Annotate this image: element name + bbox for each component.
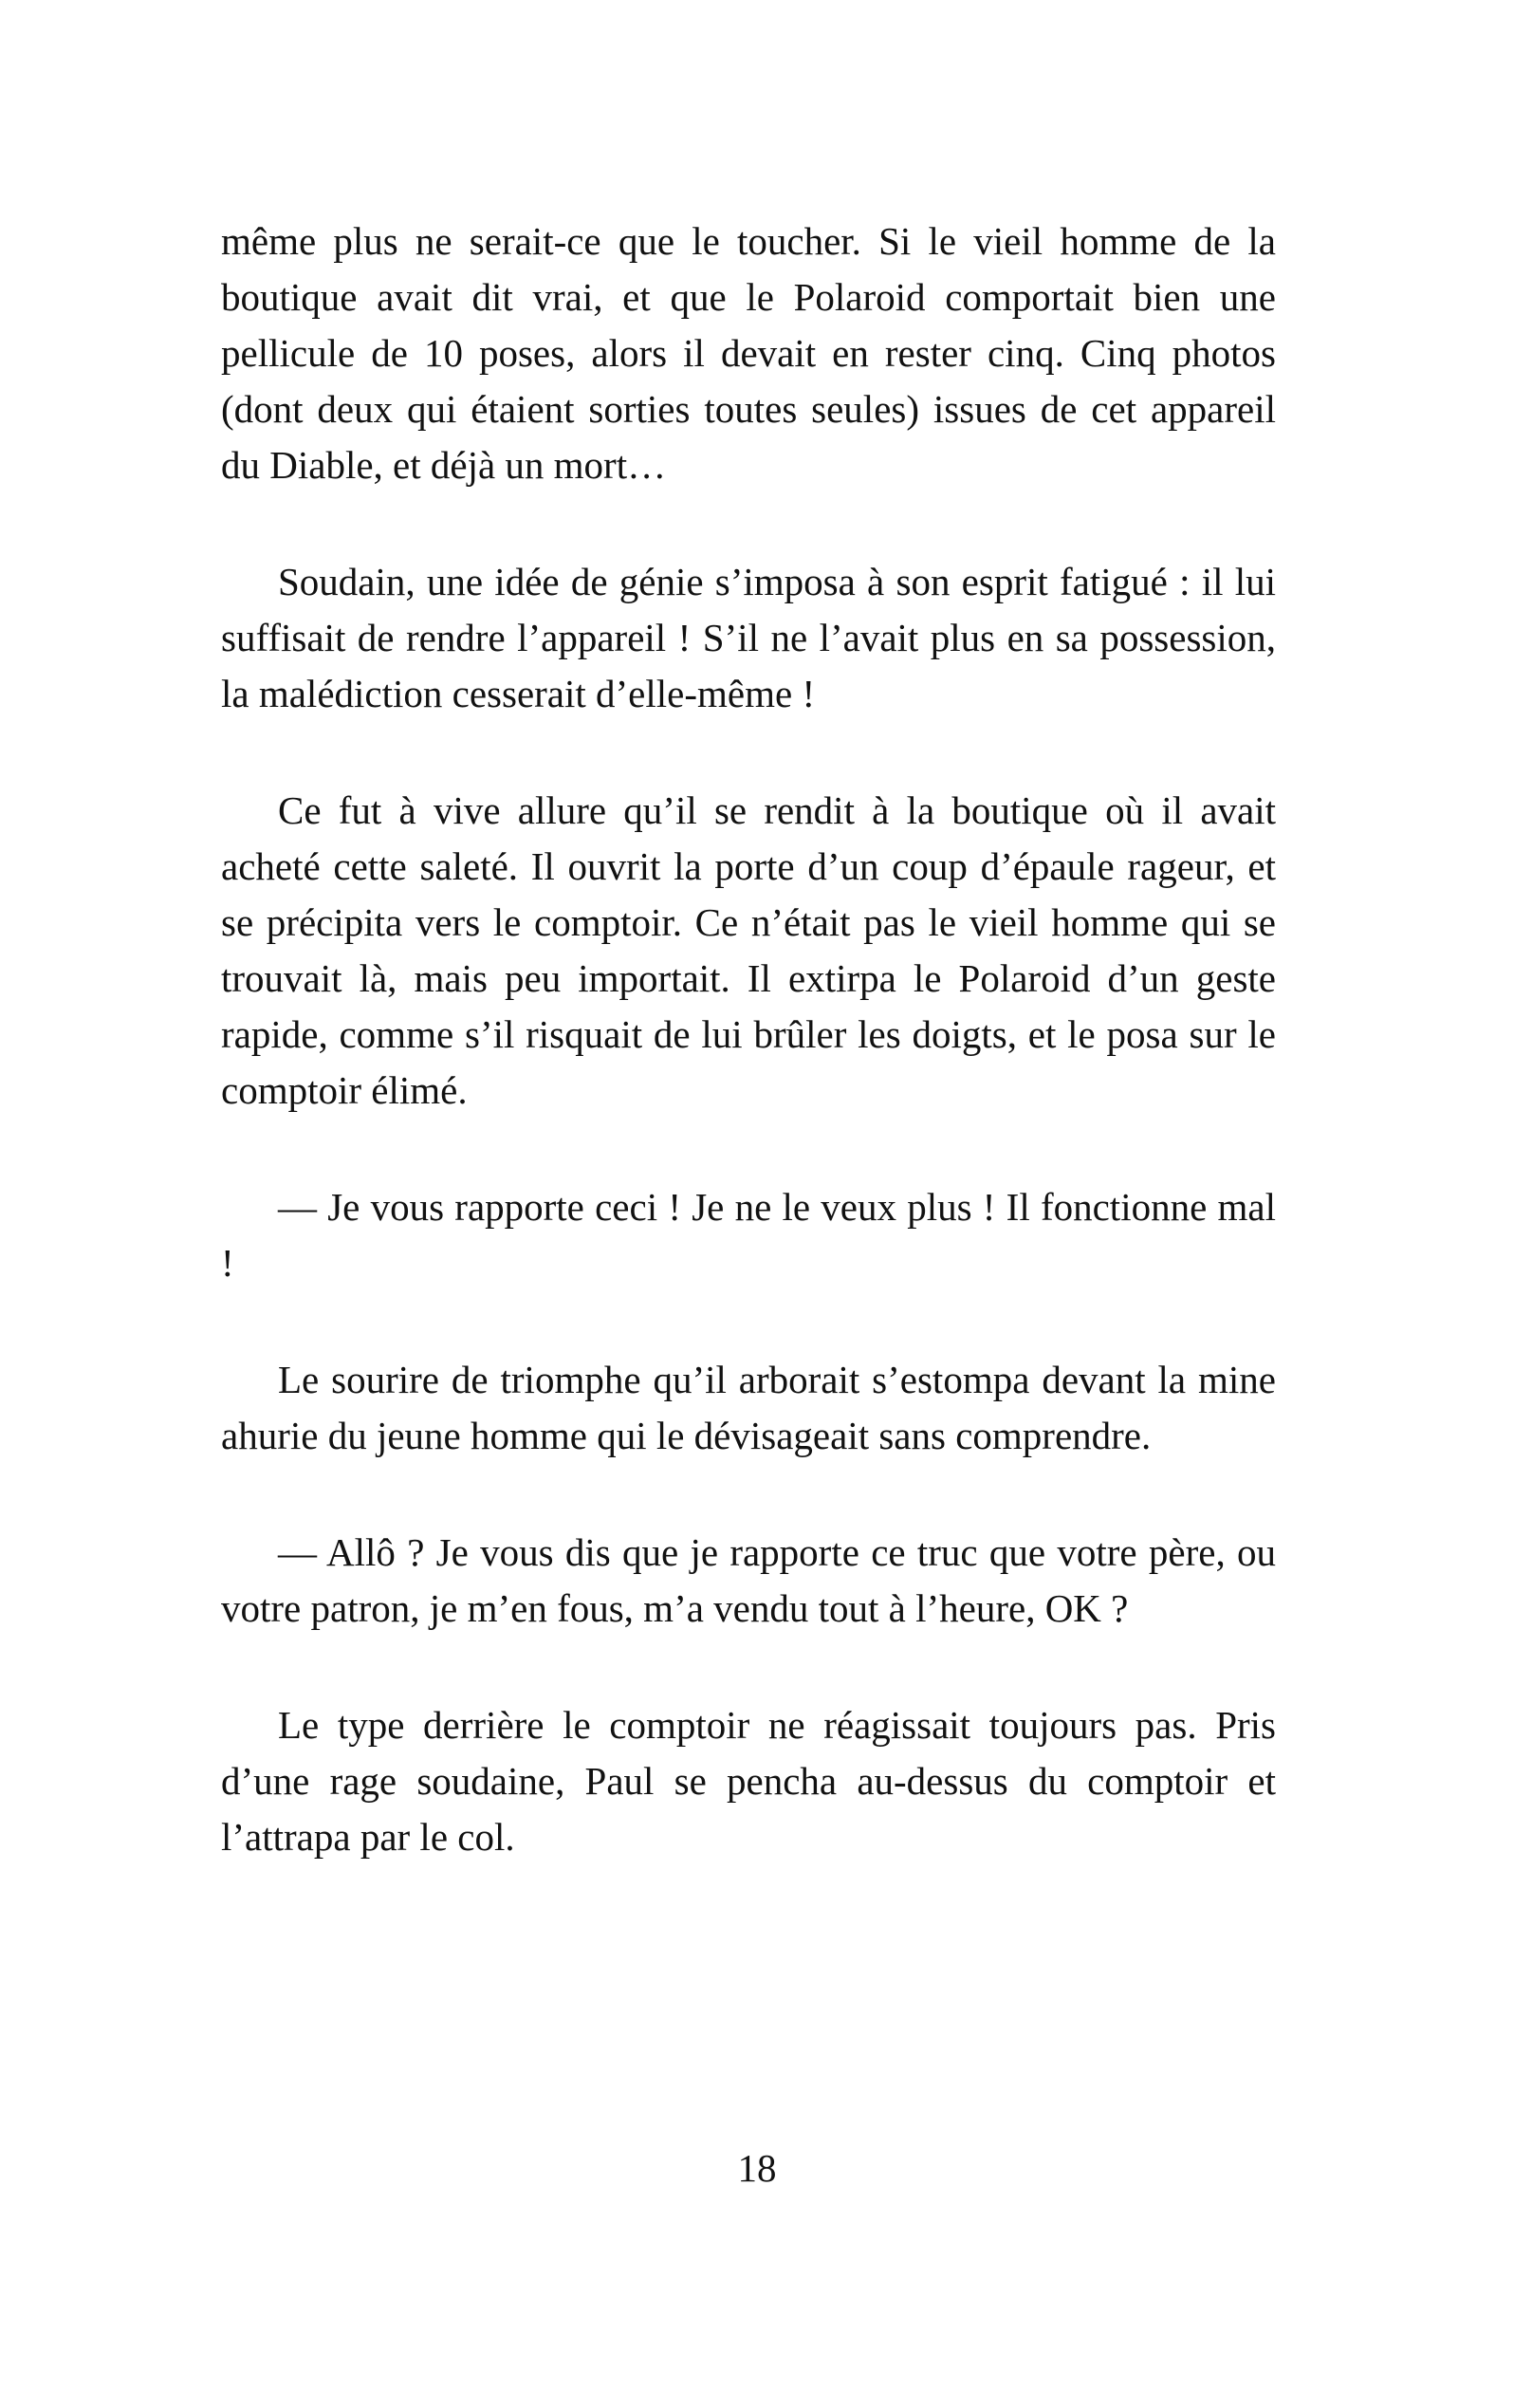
dialogue-line: — Allô ? Je vous dis que je rapporte ce truc que votre père, ou votre patron, je m’en fous, m’a vendu tout à l’heure, OK ?	[221, 1530, 1276, 1630]
page-number: 18	[737, 2146, 777, 2190]
paragraph-continuation: même plus ne serait-ce que le toucher. Si le vieil homme de la boutique avait dit vrai, et que le Polaroid comportait bien une pellicule de 10 poses, alors il devait en rester cinq. Cinq photos (dont deux qui étaient sorties toutes seules) issues de cet appareil du Diable, et déjà un mort…	[221, 219, 1276, 487]
paragraph: Soudain, une idée de génie s’imposa à son esprit fatigué : il lui suffisait de rendre l’appareil ! S’il ne l’avait plus en sa possession, la malédiction cesserait d’elle-même !	[221, 560, 1276, 715]
paragraph: Le type derrière le comptoir ne réagissait toujours pas. Pris d’une rage soudaine, Paul se pencha au-dessus du comptoir et l’attrapa par le col.	[221, 1703, 1276, 1859]
paragraph: Ce fut à vive allure qu’il se rendit à la boutique où il avait acheté cette saleté. Il ouvrit la porte d’un coup d’épaule rageur, et se précipita vers le comptoir. Ce n’était pas le vieil homme qui se trouvait là, mais peu importait. Il extirpa le Polaroid d’un geste rapide, comme s’il risquait de lui brûler les doigts, et le posa sur le comptoir élimé.	[221, 788, 1276, 1112]
paragraph: Le sourire de triomphe qu’il arborait s’estompa devant la mine ahurie du jeune homme qui le dévisageait sans comprendre.	[221, 1358, 1276, 1457]
body-text	[221, 213, 1276, 1926]
dialogue-line: — Je vous rapporte ceci ! Je ne le veux plus ! Il fonctionne mal !	[221, 1185, 1276, 1285]
